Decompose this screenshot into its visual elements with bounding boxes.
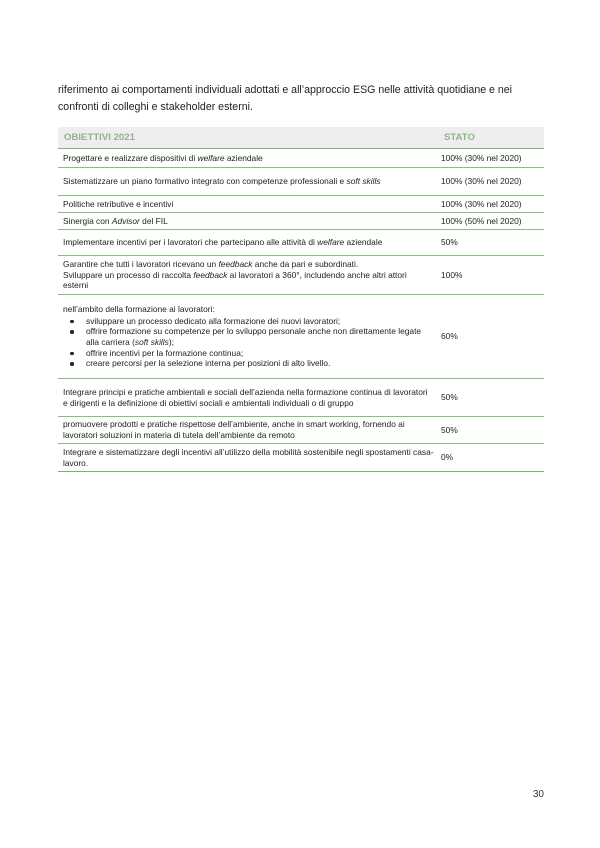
objective-text-italic: welfare xyxy=(197,152,225,163)
status-cell: 50% xyxy=(438,417,544,444)
table-header-row xyxy=(58,127,544,149)
objective-text-italic: feedback xyxy=(218,259,253,270)
page-number: 30 xyxy=(532,789,544,800)
objective-cell xyxy=(58,230,438,256)
status-cell: 100% (30% nel 2020) xyxy=(438,196,544,213)
objective-cell xyxy=(58,417,438,444)
table-row xyxy=(58,417,544,444)
table-row xyxy=(58,256,544,295)
table-row xyxy=(58,444,544,472)
table-row xyxy=(58,149,544,168)
objective-cell xyxy=(58,444,438,472)
objective-text: ); xyxy=(168,337,174,347)
table-row xyxy=(58,213,544,230)
objective-cell xyxy=(58,149,438,168)
status-cell: 100% (30% nel 2020) xyxy=(438,149,544,168)
objective-text: aziendale xyxy=(224,152,263,163)
status-cell: 0% xyxy=(438,444,544,472)
objective-text: Sinergia con xyxy=(63,215,112,226)
table-row xyxy=(58,196,544,213)
table-row xyxy=(58,168,544,196)
header-objectives: OBIETTIVI 2021 xyxy=(58,127,438,149)
objective-text: aziendale xyxy=(344,237,383,248)
objective-cell xyxy=(58,256,438,295)
list-item: sviluppare un processo dedicato alla formazione dei nuovi lavoratori; xyxy=(86,316,434,327)
objective-text: Garantire che tutti i lavoratori ricevano un xyxy=(63,259,219,270)
list-item xyxy=(86,326,434,347)
status-cell: 60% xyxy=(438,295,544,379)
objective-cell xyxy=(58,213,438,230)
intro-paragraph: riferimento ai comportamenti individuali adottati e all’approccio ESG nelle attività quotidiane e nei confronti di colleghi e stakeholder esterni. xyxy=(58,83,513,113)
objective-text: del FIL xyxy=(139,215,168,226)
objective-text-italic: soft skills xyxy=(134,337,169,347)
status-cell: 100% xyxy=(438,256,544,295)
objective-text: Integrare e sistematizzare degli incentivi all’utilizzo della mobilità sostenibile negli spostamenti casa-lavoro. xyxy=(63,446,434,468)
table-row xyxy=(58,230,544,256)
objective-text: Progettare e realizzare dispositivi di xyxy=(63,152,198,163)
header-status: STATO xyxy=(438,127,544,149)
objective-cell xyxy=(58,196,438,213)
list-item: offrire incentivi per la formazione continua; xyxy=(86,348,434,359)
objective-text: offrire formazione su competenze per lo sviluppo personale anche non direttamente legate alla carriera ( xyxy=(86,326,422,347)
status-cell: 100% (50% nel 2020) xyxy=(438,213,544,230)
status-cell: 50% xyxy=(438,230,544,256)
objective-text-italic: Advisor xyxy=(111,215,140,226)
objective-cell xyxy=(58,295,438,379)
objective-text-italic: feedback xyxy=(193,269,228,280)
objective-text-italic: soft skills xyxy=(346,176,381,187)
objective-text: anche da pari e subordinati. xyxy=(252,259,359,270)
objectives-table xyxy=(58,127,544,472)
objective-text: Sistematizzare un piano formativo integrato con competenze professionali e xyxy=(63,176,347,187)
objective-cell xyxy=(58,379,438,417)
table-row xyxy=(58,379,544,417)
objective-text-italic: welfare xyxy=(317,237,345,248)
objective-cell xyxy=(58,168,438,196)
objective-intro: nell’ambito della formazione ai lavoratori: xyxy=(63,304,215,315)
status-cell: 100% (30% nel 2020) xyxy=(438,168,544,196)
objective-text: Integrare principi e pratiche ambientali e sociali dell’azienda nella formazione continua di lavoratori e dirigenti e la definizione di obiettivi sociali e ambientali individuali o di gruppo xyxy=(63,386,428,408)
objective-text: Politiche retributive e incentivi xyxy=(63,198,174,209)
objective-text: promuovere prodotti e pratiche rispettose dell’ambiente, anche in smart working, fornendo ai lavoratori soluzioni in materia di tutela dell’ambiente da remoto xyxy=(63,419,405,440)
objective-text: ai lavoratori a 360°, includendo anche altri attori esterni xyxy=(63,269,407,291)
table-row xyxy=(58,295,544,379)
bullet-list xyxy=(63,316,434,369)
status-cell: 50% xyxy=(438,379,544,417)
objective-text: Implementare incentivi per i lavoratori che partecipano alle attività di xyxy=(63,237,318,248)
objective-text: Sviluppare un processo di raccolta xyxy=(63,269,194,280)
list-item: creare percorsi per la selezione interna per posizioni di alto livello. xyxy=(86,358,434,369)
